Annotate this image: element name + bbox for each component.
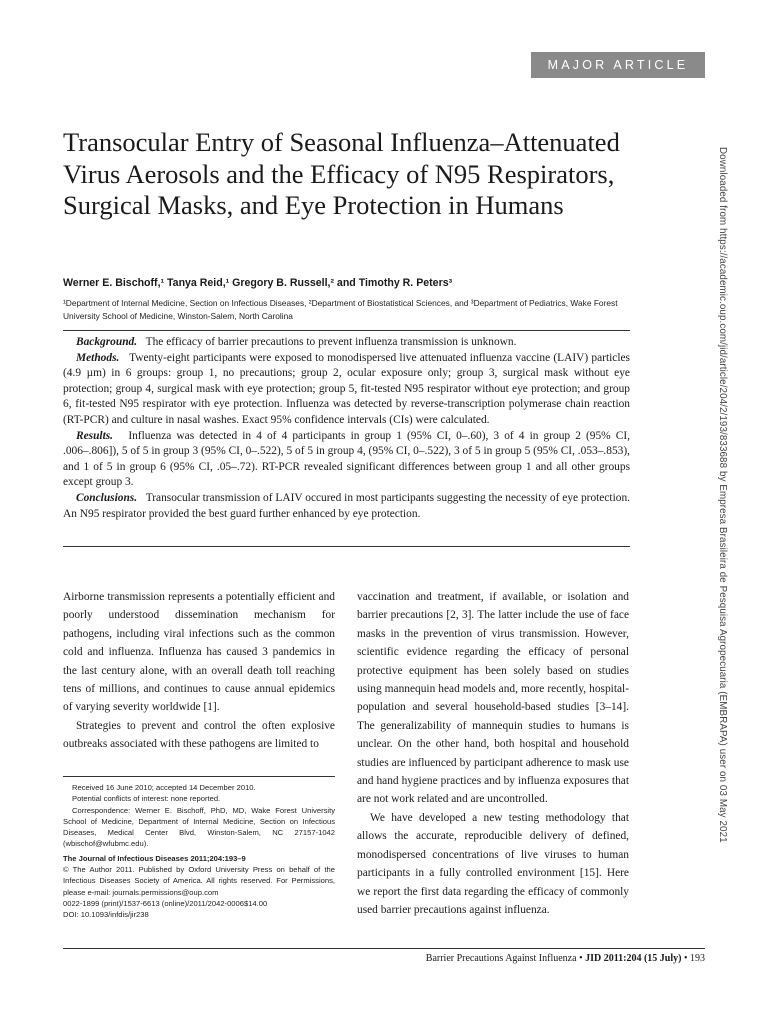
footer-rule bbox=[63, 948, 705, 949]
page-number: 193 bbox=[690, 953, 705, 964]
abstract-background bbox=[63, 335, 630, 351]
body-paragraph: Airborne transmission represents a potentially efficient and poorly understood dissemination mechanism for pathogens, including viral infections such as the common cold and influenza. Influenza has caused 3 pandemics in the last century alone, with an overall death toll reaching tens of millions, and continues to cause annual epidemics of varying severity worldwide [1]. bbox=[63, 591, 335, 714]
footer-citation: JID 2011:204 (15 July) bbox=[585, 953, 682, 964]
footnote-received: Received 16 June 2010; accepted 14 December 2010. bbox=[72, 783, 256, 792]
abstract-results bbox=[63, 429, 630, 491]
abstract-methods bbox=[63, 351, 630, 429]
article-title: Transocular Entry of Seasonal Influenza–Attenuated Virus Aerosols and the Efficacy of N95 Respirators, Surgical Masks, and Eye Protection in Humans bbox=[63, 127, 620, 220]
abstract-results-text: Influenza was detected in 4 of 4 participants in group 1 (95% CI, 0–.60), 3 of 4 in group 2 (95% CI, .006–.806]), 5 of 5 in group 3 (95% CI, 0–.522), 5 of 5 in group 4, (95% CI, 0–.522), 3 of 5 in group 5 (95% CI, .053–.853), and 1 of 5 in group 6 (95% CI, .05–.72). RT-PCR revealed significant differences between group 1 and all other groups except group 3. bbox=[63, 429, 630, 489]
running-title: Barrier Precautions Against Influenza bbox=[425, 953, 577, 964]
footnotes bbox=[63, 776, 335, 921]
abstract-methods-text: Twenty-eight participants were exposed to monodispersed live attenuated influenza vaccine (LAIV) particles (4.9 µm) in 6 groups: group 1, no precautions; group 2, ocular exposure only; group 3, surgical mask without eye protection; group 4, surgical mask with eye protection; group 5, fit-tested N95 respirator without eye protection; and group 6, fit-tested N95 respirator with eye protection. Influenza was detected by reverse-transcription polymerase chain reaction (RT-PCR) and culture in nasal washes. Exact 95% confidence intervals (CIs) were calculated. bbox=[63, 351, 630, 426]
footnote-issn: 0022-1899 (print)/1537-6613 (online)/2011/2042-0006$14.00 bbox=[63, 898, 268, 908]
running-footer bbox=[63, 953, 705, 964]
affiliations: ¹Department of Internal Medicine, Section on Infectious Diseases, ²Department of Biostatistical Sciences, and ³Department of Pediatrics, Wake Forest University School of Medicine, Winston-Salem, North Carolina bbox=[63, 298, 618, 321]
abstract-methods-label: Methods. bbox=[76, 351, 120, 364]
abstract-conclusions-text: Transocular transmission of LAIV occured in most participants suggesting the necessity of eye protection. An N95 respirator provided the best guard further enhanced by eye protection. bbox=[63, 491, 630, 520]
abstract-conclusions bbox=[63, 491, 630, 522]
abstract-top-rule bbox=[63, 330, 630, 331]
abstract-background-label: Background. bbox=[76, 336, 138, 348]
download-watermark: Downloaded from https://academic.oup.com/jid/article/204/2/193/833688 by Empresa Brasileira de Pesquisa Agropecuaria (EMBRAPA) user on 03 May 2021 bbox=[717, 147, 728, 843]
abstract-results-label: Results. bbox=[76, 429, 114, 442]
body-column-left bbox=[63, 588, 335, 754]
footnote-correspondence: Correspondence: Werner E. Bischoff, PhD, MD, Wake Forest University School of Medicine, Department of Internal Medicine, Section on Infectious Diseases, Medical Center Blvd, Winston-Salem, NC 27157-1042 (wbischof@wfubmc.edu). bbox=[63, 805, 335, 849]
footnote-doi: DOI: 10.1093/infdis/jir238 bbox=[63, 910, 149, 920]
body-column-right bbox=[357, 588, 629, 919]
abstract-bottom-rule bbox=[63, 546, 630, 547]
article-type-badge: MAJOR ARTICLE bbox=[531, 52, 705, 78]
footnote-conflicts: Potential conflicts of interest: none reported. bbox=[72, 794, 221, 804]
abstract-conclusions-label: Conclusions. bbox=[76, 491, 138, 504]
body-paragraph: We have developed a new testing methodology that allows the accurate, reproducible delivery of defined, monodispersed concentrations of live viruses to human participants in a fully controlled environment [15]. Here we report the first data regarding the efficacy of commonly used barrier precautions against influenza. bbox=[357, 811, 629, 916]
abstract bbox=[63, 335, 630, 522]
body-paragraph: Strategies to prevent and control the often explosive outbreaks associated with these pathogens are limited to bbox=[63, 719, 335, 751]
body-paragraph: vaccination and treatment, if available, or isolation and barrier precautions [2, 3]. The latter include the use of face masks in the prevention of virus transmission. However, scientific evidence regarding the efficacy of personal protective equipment has been solely based on studies using mannequin head models and, more recently, hospital-population and several household-based studies [3–14]. The generalizability of mannequin studies to humans is unclear. On the other hand, both hospital and household studies are influenced by participant adherence to mask use and hand hygiene practices and by influenza exposures that are not work related and are uncontrolled. bbox=[357, 591, 629, 806]
footer-bullet: • bbox=[683, 953, 688, 964]
author-list: Werner E. Bischoff,¹ Tanya Reid,¹ Gregory B. Russell,² and Timothy R. Peters³ bbox=[63, 277, 453, 289]
footnote-copyright: © The Author 2011. Published by Oxford University Press on behalf of the Infectious Diseases Society of America. All rights reserved. For Permissions, please e-mail: journals.permissions@oup.com bbox=[63, 865, 335, 897]
abstract-background-text: The efficacy of barrier precautions to prevent influenza transmission is unknown. bbox=[145, 336, 517, 348]
footnote-journal: The Journal of Infectious Diseases 2011;204:193–9 bbox=[63, 853, 246, 863]
footer-bullet: • bbox=[579, 953, 583, 964]
